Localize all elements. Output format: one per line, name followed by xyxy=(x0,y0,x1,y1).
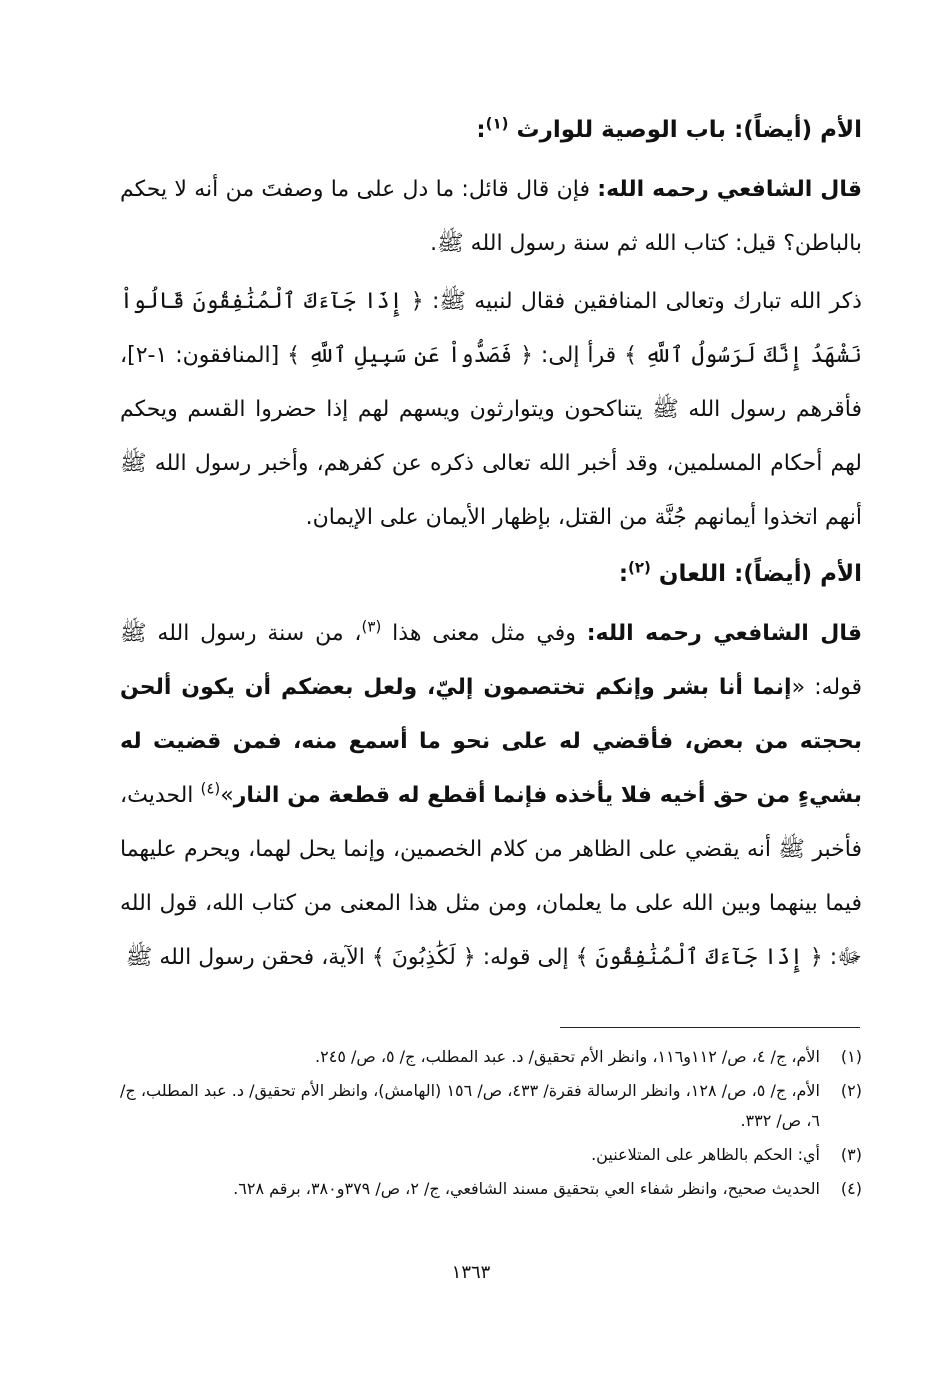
footnote-2-number: (٢) xyxy=(840,1081,862,1100)
quran-verse-1: ﴿ إِذَا جَآءَكَ ٱلْمُنَٰفِقُونَ قَالُواْ نَشْهَدُ إِنَّكَ لَرَسُولُ ٱللَّهِ ﴾ xyxy=(120,289,862,368)
paragraph-3-lead: قال الشافعي رحمه الله: xyxy=(586,621,863,646)
footnote-separator xyxy=(560,1027,860,1028)
heading-2-colon: : xyxy=(618,561,629,587)
paragraph-2-part-a: ذكر الله تبارك وتعالى المنافقين فقال لنبيه ﷺ: xyxy=(431,289,862,314)
footnote-1 xyxy=(120,1042,862,1072)
paragraph-1-lead: قال الشافعي رحمه الله: xyxy=(597,177,862,202)
footnote-2-text: الأم، ج/ ٥، ص/ ١٢٨، وانظر الرسالة فقرة/ ٤٣٣، ص/ ١٥٦ (الهامش)، وانظر الأم تحقيق/ د. عبد المطلب، ج/ ٦، ص/ ٣٣٢. xyxy=(120,1081,820,1130)
paragraph-3-part-f: الآية، فحقن رسول الله ﷺ xyxy=(125,945,365,970)
paragraph-3-footnote-ref-3[interactable]: (٣) xyxy=(361,617,382,636)
paragraph-2-part-c: [المنافقون: ١-٢]، فأقرهم رسول الله ﷺ يتناكحون ويتوارثون ويسهم لهم إذا حضروا القسم ويحكم لهم أحكام المسلمين، وقد أخبر الله تعالى ذكره عن كفرهم، وأخبر رسول الله ﷺ أنهم اتخذوا أيمانهم جُنَّة من القتل، بإظهار الأيمان على الإيمان. xyxy=(120,343,862,530)
quran-verse-3: ﴿ إِذَا جَآءَكَ ٱلْمُنَٰفِقُونَ ﴾ xyxy=(575,945,823,970)
footnote-3 xyxy=(120,1140,862,1170)
quran-verse-2: ﴿ فَصَدُّواْ عَن سَبِيلِ ٱللَّهِ ﴾ xyxy=(287,343,533,368)
footnote-4-text: الحديث صحيح، وانظر شفاء العي بتحقيق مسند الشافعي، ج/ ٢، ص/ ٣٧٩و٣٨٠، برقم ٦٢٨. xyxy=(233,1179,820,1198)
hadith-text: إنما أنا بشر وإنكم تختصمون إليّ، ولعل بعضكم أن يكون ألحن بحجته من بعض، فأقضي له على نحو ما أسمع منه، فمن قضيت له بشيءٍ من حق أخيه فلا يأخذه فإنما أقطع له قطعة من النار xyxy=(120,675,862,808)
paragraph-3-part-a: وفي مثل معنى هذا xyxy=(392,621,576,646)
footnote-3-number: (٣) xyxy=(840,1145,862,1164)
footnote-3-text: أي: الحكم بالظاهر على المتلاعنين. xyxy=(591,1145,820,1164)
footnote-2 xyxy=(120,1076,862,1136)
footnote-4 xyxy=(120,1174,862,1204)
page-number: ١٣٦٣ xyxy=(451,1262,491,1283)
paragraph-3-part-c: » xyxy=(220,783,234,808)
paragraph-3-part-e: إلى قوله: xyxy=(482,945,569,970)
paragraph-3-footnote-ref-4[interactable]: (٤) xyxy=(200,779,221,798)
heading-1-footnote-ref[interactable]: (١) xyxy=(485,114,509,133)
paragraph-3-part-b: ، من سنة رسول الله ﷺ قوله: « xyxy=(120,621,863,700)
section-heading-1 xyxy=(120,105,862,155)
paragraph-3-part-d: الحديث، فأخبر ﷺ أنه يقضي على الظاهر من كلام الخصمين، وإنما يحل لهما، ويحرم عليهما فيما بينهما وبين الله على ما يعلمان، ومن مثل هذا المعنى من كتاب الله، قول الله ﷻ: xyxy=(120,783,862,970)
heading-2-footnote-ref[interactable]: (٢) xyxy=(628,558,651,577)
paragraph-2 xyxy=(120,275,862,545)
paragraph-1-body: فإن قال قائل: ما دل على ما وصفتَ من أنه لا يحكم بالباطن؟ قيل: كتاب الله ثم سنة رسول الله ﷺ. xyxy=(120,177,862,256)
section-heading-2 xyxy=(120,549,862,599)
paragraph-3 xyxy=(120,607,862,985)
heading-1-text: الأم (أيضاً): باب الوصية للوارث xyxy=(516,117,862,143)
footnote-1-number: (١) xyxy=(840,1047,862,1066)
footnotes xyxy=(120,1042,862,1208)
heading-2-text: الأم (أيضاً): اللعان xyxy=(658,561,862,587)
footnote-4-number: (٤) xyxy=(840,1179,862,1198)
main-text xyxy=(120,105,862,989)
footnote-1-text: الأم، ج/ ٤، ص/ ١١٢و١١٦، وانظر الأم تحقيق/ د. عبد المطلب، ج/ ٥، ص/ ٢٤٥. xyxy=(315,1047,820,1066)
quran-verse-4: ﴿ لَكَٰذِبُونَ ﴾ xyxy=(371,945,476,970)
paragraph-1 xyxy=(120,163,862,271)
paragraph-2-part-b: قرأ إلى: xyxy=(540,343,617,368)
heading-1-colon: : xyxy=(476,117,486,143)
